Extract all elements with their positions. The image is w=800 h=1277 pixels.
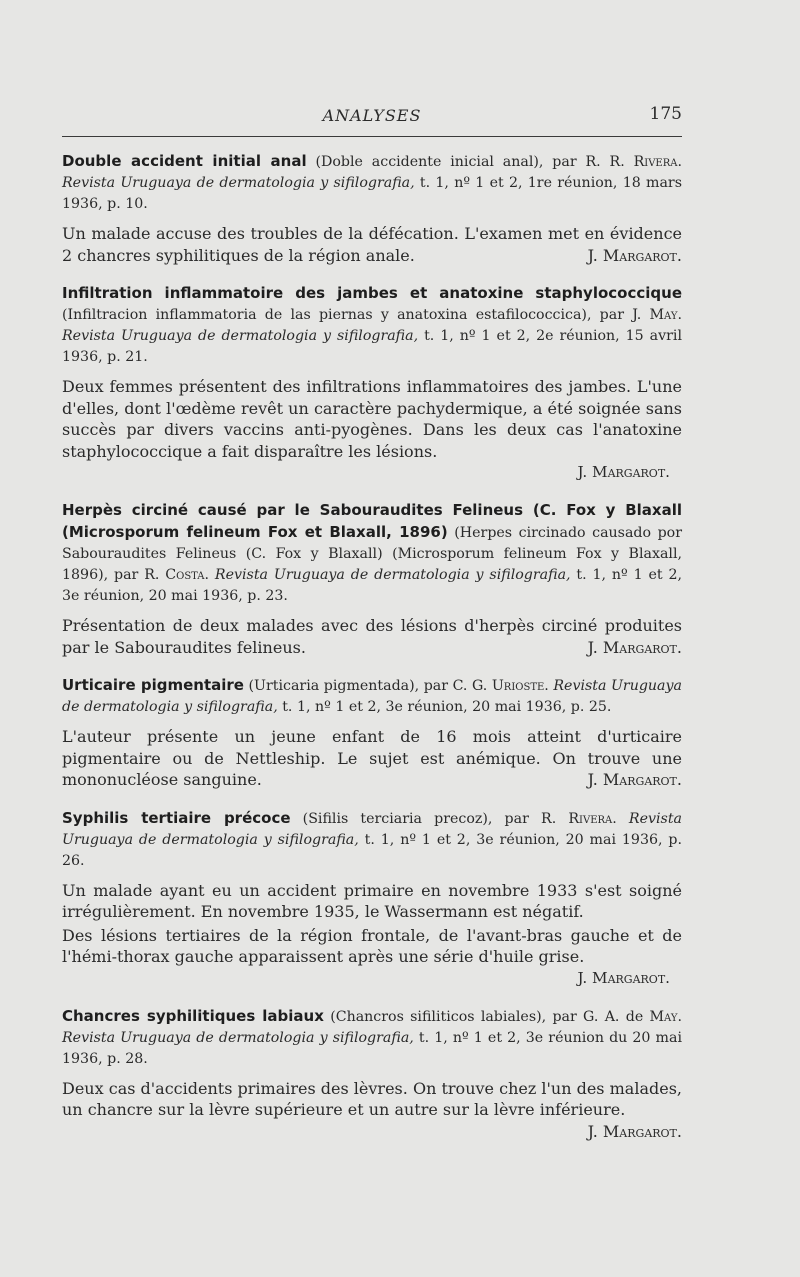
article-header [62,675,682,718]
article-header [62,283,682,368]
article-citation: t. 1, nº 1 et 2, 1re réunion, 18 mars 1936, p. 10. [62,175,682,212]
running-title: ANALYSES [322,106,422,125]
article-citation: t. 1, nº 1 et 2, 3e réunion, 20 mai 1936, p. 26. [62,831,682,869]
article-title: Urticaire pigmentaire [62,676,244,694]
article-syphilis-tertiaire [62,808,682,989]
article-citation: t. 1, nº 1 et 2, 2e réunion, 15 avril 1936, p. 21. [62,328,682,365]
article-title: Chancres syphilitiques labiaux [62,1006,324,1025]
article-citation: t. 1, nº 1 et 2, 3e réunion du 20 mai 1936, p. 28. [62,1029,683,1067]
page-number: 175 [649,104,682,124]
article-journal: Revista Uruguaya de dermatologia y sifilografia, [62,1029,414,1046]
article-author: Rivera. [633,154,682,170]
article-signature: J. Margarot. [587,637,682,657]
article-original-title: (Doble accidente inicial anal), par R. R. [315,154,634,170]
article-title: Double accident initial anal [62,152,307,170]
article-author: Urioste. [491,678,549,694]
article-author: Costa. [165,567,210,583]
article-header [62,500,682,607]
article-original-title: (Sifilis terciaria precoz), par R. [302,810,569,827]
article-author: Rivera. [568,810,617,827]
article-header [62,1006,682,1070]
running-header [62,100,682,137]
article-author: May. [649,1008,682,1025]
article-double-accident [62,151,682,266]
analyses-content [62,151,682,1159]
article-paragraph: Deux femmes présentent des infiltrations inflammatoires des jambes. L'une d'elles, dont l'œdème revêt un caractère pachydermique, a été soignée sans succès par divers vaccins anti-pyogènes. Dans les deux cas l'anatoxine staphylococcique a fait disparaître les lésions. [62,377,682,461]
article-herpes-circine [62,500,682,658]
article-chancres-labiaux [62,1006,682,1143]
article-paragraph: L'auteur présente un jeune enfant de 16 mois atteint d'urticaire pigmentaire ou de Nettleship. Le sujet est anémique. On trouve une mononucléose sanguine. J. Margarot. [62,727,682,789]
article-infiltration [62,283,682,483]
article-citation: t. 1, nº 1 et 2, 3e réunion, 20 mai 1936, p. 25. [277,699,612,715]
article-title: Infiltration inflammatoire des jambes et anatoxine staphylococcique [62,284,682,302]
article-journal: Revista Uruguaya de dermatologia y sifilografia, [62,810,682,848]
article-urticaire [62,675,682,791]
article-signature: J. Margarot. [587,245,682,265]
article-original-title: (Chancros sifiliticos labiales), par G. A. de [330,1008,650,1025]
article-citation: t. 1, nº 1 et 2, 3e réunion, 20 mai 1936, p. 23. [62,567,683,604]
article-journal: Revista Uruguaya de dermatologia y sifilografia, [214,567,571,583]
article-paragraph: Présentation de deux malades avec des lésions d'herpès circiné produites par le Sabouraudites felineus. J. Margarot. [62,616,682,657]
article-author: May. [649,307,682,323]
article-journal: Revista Uruguaya de dermatologia y sifilografia, [62,175,415,191]
article-signature: J. Margarot. [577,968,670,987]
article-title: Syphilis tertiaire précoce [62,808,291,827]
article-paragraph: Des lésions tertiaires de la région frontale, de l'avant-bras gauche et de l'hémi-thorax gauche apparaissent après une série d'huile grise. [62,925,682,966]
article-original-title: (Urticaria pigmentada), par C. G. [248,678,492,694]
article-signature: J. Margarot. [587,1121,682,1141]
article-signature: J. Margarot. [577,463,670,481]
article-original-title: (Infiltracion inflammatoria de las piernas y anatoxina estafilococcica), par J. [62,307,650,323]
article-original-title: (Herpes circinado causado por Sabouraudites Felineus (C. Fox y Blaxall) (Microsporum felineum Fox y Blaxall, 1896), par R. [62,525,682,583]
article-header [62,808,682,872]
article-header [62,151,682,215]
article-journal: Revista Uruguaya de dermatologia y sifilografia, [62,678,682,715]
article-paragraph: Un malade ayant eu un accident primaire en novembre 1933 s'est soigné irrégulièrement. En novembre 1935, le Wassermann est négatif. [62,880,682,921]
article-journal: Revista Uruguaya de dermatologia y sifilografia, [62,328,419,344]
article-title: Herpès circiné causé par le Sabouraudites Felineus (C. Fox y Blaxall (Microsporum felineum Fox et Blaxall, 1896) [62,501,682,541]
article-signature: J. Margarot. [587,770,682,789]
article-paragraph: Deux cas d'accidents primaires des lèvres. On trouve chez l'un des malades, un chancre sur la lèvre supérieure et un autre sur la lèvre inférieure. J. Margarot. [62,1078,682,1141]
article-paragraph: Un malade accuse des troubles de la défécation. L'examen met en évidence 2 chancres syphilitiques de la région anale. J. Margarot. [62,224,682,265]
